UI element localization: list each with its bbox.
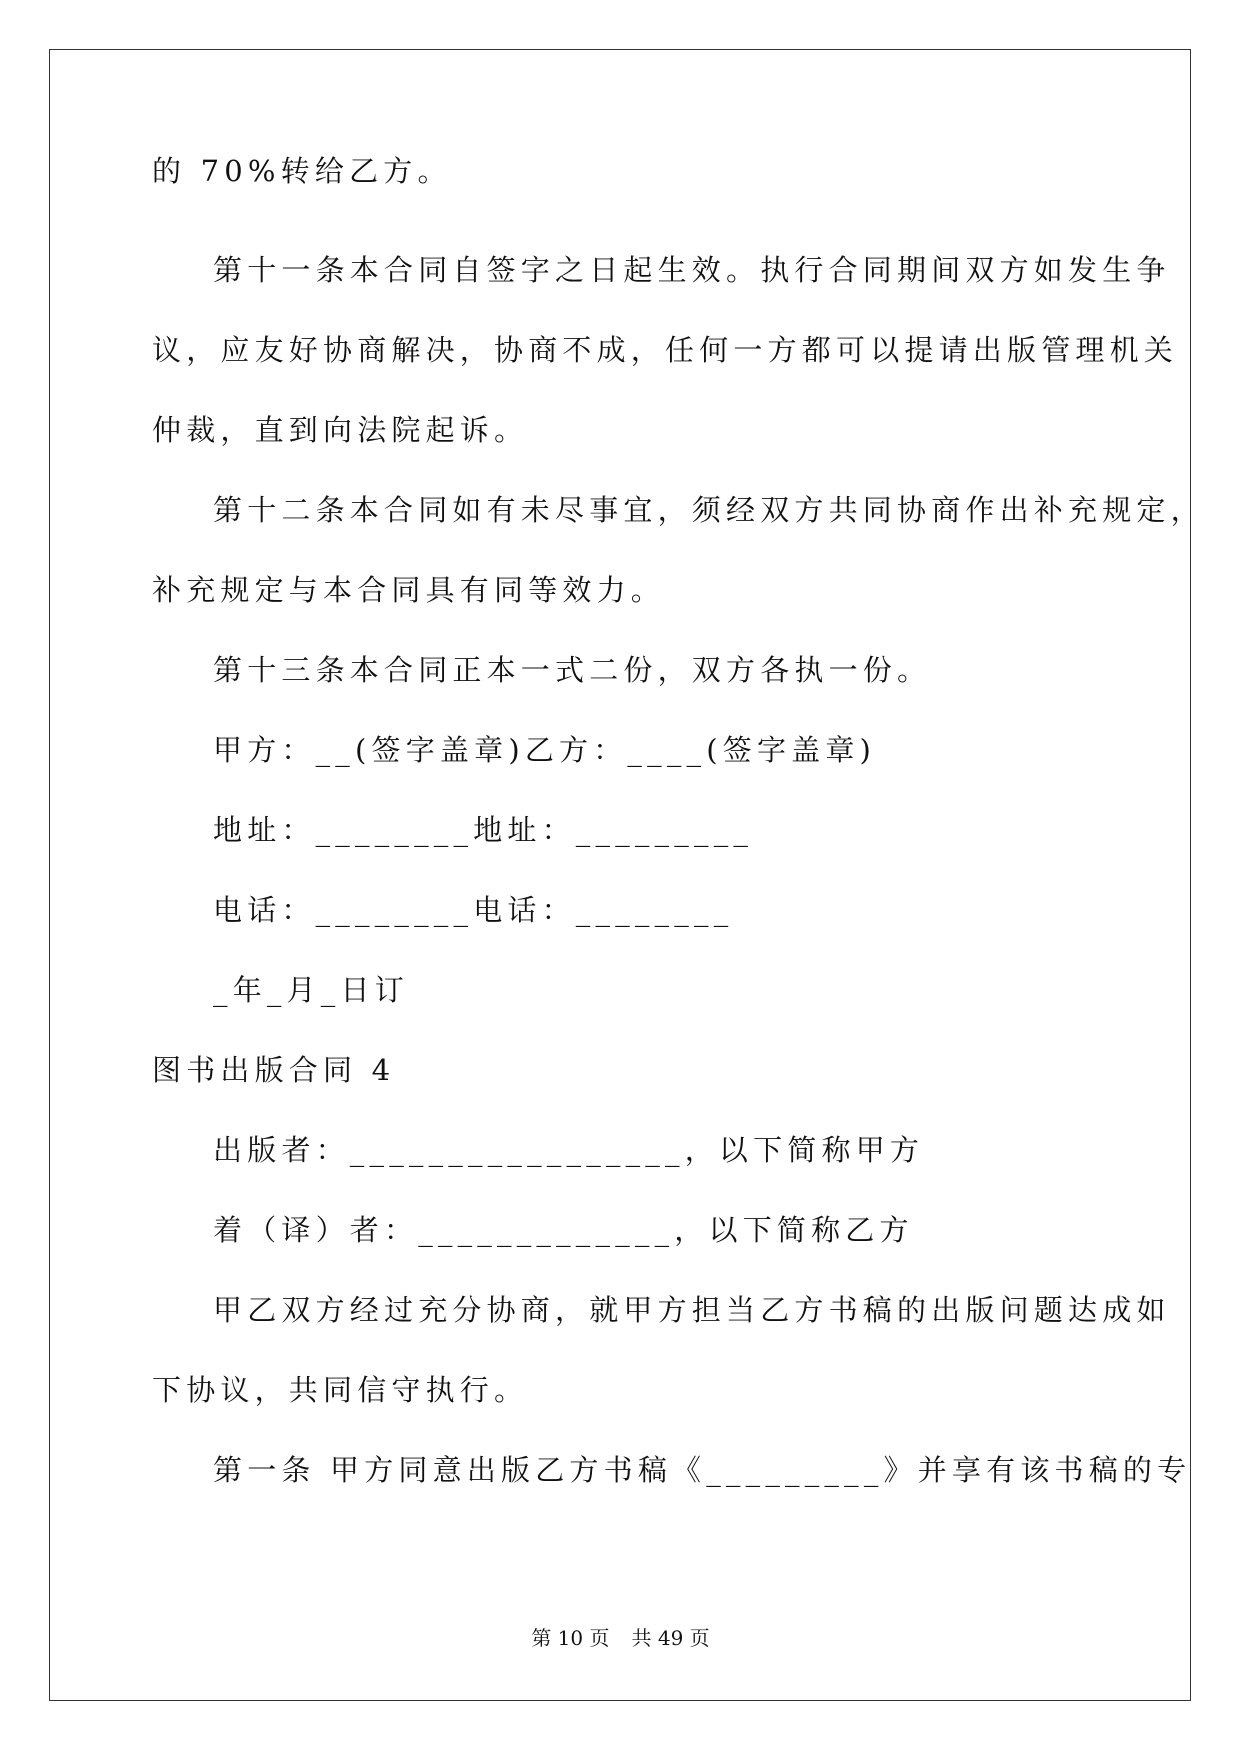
text-line: 下协议，共同信守执行。 bbox=[152, 1373, 529, 1407]
page-number: 第 10 页 bbox=[531, 1626, 610, 1650]
text-line: 着（译）者：_____________，以下简称乙方 bbox=[213, 1213, 914, 1247]
section-heading: 图书出版合同 4 bbox=[152, 1053, 396, 1087]
text-line: 仲裁，直到向法院起诉。 bbox=[152, 413, 529, 447]
text-line: _年_月_日订 bbox=[213, 973, 409, 1007]
text-line: 议，应友好协商解决，协商不成，任何一方都可以提请出版管理机关 bbox=[152, 333, 1179, 367]
text-line: 出版者：_________________，以下简称甲方 bbox=[213, 1133, 925, 1167]
text-line: 甲方：__(签字盖章)乙方：____(签字盖章) bbox=[213, 733, 877, 767]
text-line: 第十三条本合同正本一式二份，双方各执一份。 bbox=[213, 653, 932, 687]
page-footer bbox=[0, 1624, 1241, 1652]
text-line: 地址：________地址：_________ bbox=[213, 813, 754, 847]
text-line: 第十二条本合同如有未尽事宜，须经双方共同协商作出补充规定， bbox=[213, 493, 1205, 527]
text-line: 的 70%转给乙方。 bbox=[152, 154, 452, 188]
text-line: 第十一条本合同自签字之日起生效。执行合同期间双方如发生争 bbox=[213, 253, 1171, 287]
page-total: 共 49 页 bbox=[631, 1626, 710, 1650]
text-line: 甲乙双方经过充分协商，就甲方担当乙方书稿的出版问题达成如 bbox=[213, 1293, 1171, 1327]
text-line: 第一条 甲方同意出版乙方书稿《_________》并享有该书稿的专 bbox=[213, 1453, 1192, 1487]
text-line: 电话：________电话：________ bbox=[213, 893, 734, 927]
text-line: 补充规定与本合同具有同等效力。 bbox=[152, 573, 666, 607]
